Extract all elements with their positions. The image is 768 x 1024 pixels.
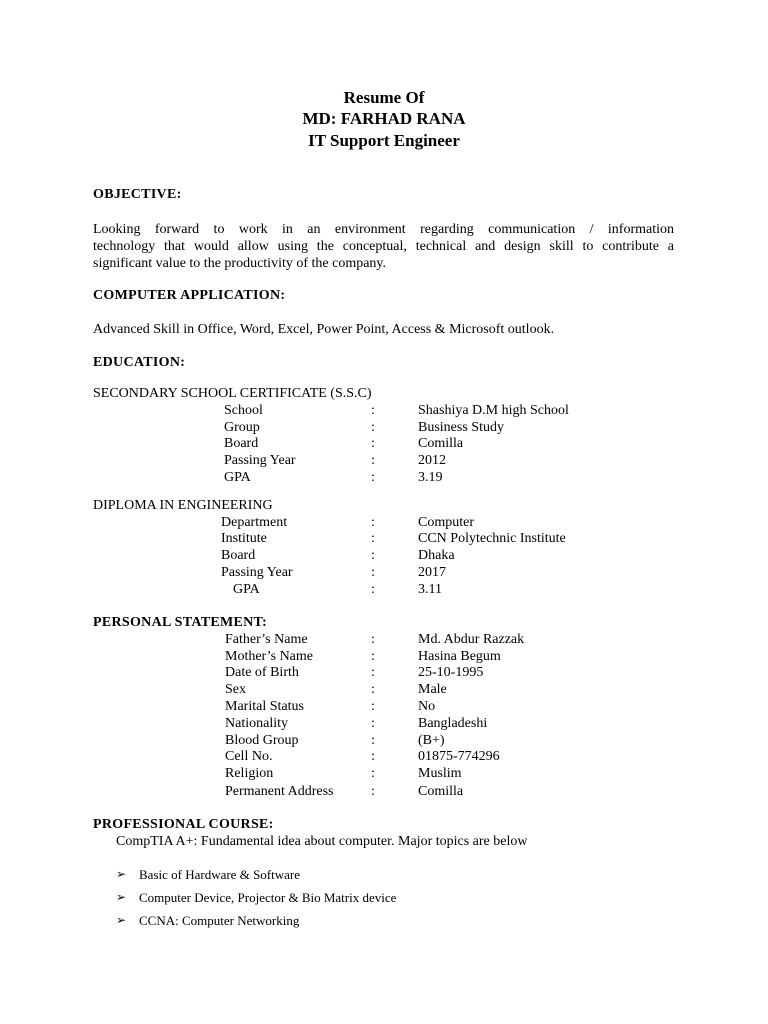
personal-value: 01875-774296: [418, 749, 500, 764]
personal-label: Nationality: [225, 716, 288, 731]
personal-separator: :: [371, 716, 375, 731]
ssc-value: 2012: [418, 453, 446, 468]
personal-value: (B+): [418, 733, 445, 748]
course-topic-item: CCNA: Computer Networking: [139, 913, 300, 928]
personal-label: Religion: [225, 766, 274, 781]
ssc-separator: :: [371, 453, 375, 468]
arrow-bullet-icon: ➢: [116, 890, 127, 904]
ssc-label: Group: [224, 420, 260, 435]
personal-label: Date of Birth: [225, 665, 299, 680]
course-topic-item: Computer Device, Projector & Bio Matrix device: [139, 890, 397, 905]
course-topic-item: Basic of Hardware & Software: [139, 867, 300, 882]
diploma-value: 3.11: [418, 582, 442, 597]
diploma-separator: :: [371, 548, 375, 563]
ssc-value: Comilla: [418, 436, 464, 451]
personal-value: Bangladeshi: [418, 716, 488, 731]
computer-application-heading: COMPUTER APPLICATION:: [93, 288, 286, 303]
personal-value: Male: [418, 682, 447, 697]
personal-value: Md. Abdur Razzak: [418, 632, 525, 647]
personal-separator: :: [371, 699, 375, 714]
resume-title: Resume Of: [343, 88, 425, 107]
ssc-title: SECONDARY SCHOOL CERTIFICATE (S.S.C): [93, 386, 372, 401]
objective-line: technology that would allow using the conceptual, technical and design skill to contribute a: [93, 239, 674, 254]
objective-paragraph: [93, 221, 674, 272]
personal-separator: :: [371, 766, 375, 781]
ssc-label: Passing Year: [224, 453, 296, 468]
diploma-value: 2017: [418, 565, 446, 580]
personal-value: 25-10-1995: [418, 665, 484, 680]
diploma-separator: :: [371, 565, 375, 580]
objective-line: Looking forward to work in an environment regarding communication / information: [93, 222, 674, 237]
ssc-value: Business Study: [418, 420, 504, 435]
ssc-separator: :: [371, 470, 375, 485]
diploma-separator: :: [371, 515, 375, 530]
personal-separator: :: [371, 665, 375, 680]
diploma-label: Board: [221, 548, 256, 563]
personal-statement-heading: PERSONAL STATEMENT:: [93, 615, 268, 630]
diploma-label: Institute: [221, 531, 267, 546]
personal-separator: :: [371, 649, 375, 664]
diploma-separator: :: [371, 531, 375, 546]
diploma-label: Passing Year: [221, 565, 293, 580]
personal-separator: :: [371, 784, 375, 799]
personal-separator: :: [371, 749, 375, 764]
personal-label: Permanent Address: [225, 784, 334, 799]
personal-label: Sex: [225, 682, 246, 697]
diploma-label: Department: [221, 515, 288, 530]
diploma-separator: :: [371, 582, 375, 597]
ssc-label: Board: [224, 436, 259, 451]
personal-value: No: [418, 699, 436, 714]
personal-separator: :: [371, 733, 375, 748]
ssc-value: Shashiya D.M high School: [418, 403, 569, 418]
personal-label: Cell No.: [225, 749, 273, 764]
personal-label: Mother’s Name: [225, 649, 313, 664]
ssc-label: School: [224, 403, 263, 418]
professional-course-intro: CompTIA A+: Fundamental idea about computer. Major topics are below: [116, 834, 528, 849]
ssc-separator: :: [371, 403, 375, 418]
personal-separator: :: [371, 632, 375, 647]
professional-course-heading: PROFESSIONAL COURSE:: [93, 817, 274, 832]
personal-label: Marital Status: [225, 699, 304, 714]
job-title: IT Support Engineer: [308, 131, 460, 150]
personal-separator: :: [371, 682, 375, 697]
diploma-label: GPA: [233, 582, 260, 597]
ssc-value: 3.19: [418, 470, 443, 485]
personal-value: Muslim: [418, 766, 462, 781]
education-heading: EDUCATION:: [93, 355, 186, 370]
candidate-name: MD: FARHAD RANA: [302, 109, 466, 128]
objective-heading: OBJECTIVE:: [93, 187, 182, 202]
ssc-label: GPA: [224, 470, 251, 485]
arrow-bullet-icon: ➢: [116, 867, 127, 881]
personal-label: Blood Group: [225, 733, 299, 748]
personal-label: Father’s Name: [225, 632, 308, 647]
diploma-value: Computer: [418, 515, 474, 530]
arrow-bullet-icon: ➢: [116, 913, 127, 927]
diploma-value: Dhaka: [418, 548, 455, 563]
personal-value: Hasina Begum: [418, 649, 501, 664]
diploma-value: CCN Polytechnic Institute: [418, 531, 566, 546]
ssc-separator: :: [371, 436, 375, 451]
personal-value: Comilla: [418, 784, 464, 799]
objective-line: significant value to the productivity of the company.: [93, 256, 387, 271]
diploma-title: DIPLOMA IN ENGINEERING: [93, 498, 273, 513]
ssc-separator: :: [371, 420, 375, 435]
computer-application-text: Advanced Skill in Office, Word, Excel, Power Point, Access & Microsoft outlook.: [93, 322, 555, 337]
